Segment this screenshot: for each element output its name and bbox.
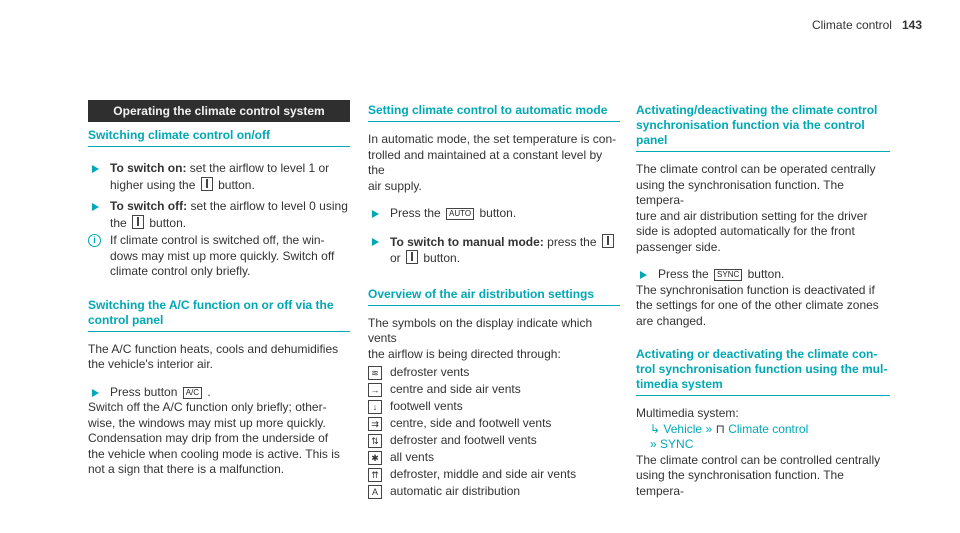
section-heading-auto: Setting climate control to automatic mode [368, 103, 620, 122]
list-item [368, 450, 620, 467]
step-text: the [110, 215, 127, 230]
list-item-label: all vents [390, 450, 435, 464]
sync-deactivation-note [636, 283, 890, 330]
step-text: or [390, 251, 401, 265]
step-text: set the airflow to level 0 using [190, 199, 348, 213]
defroster-icon: ≋ [368, 366, 382, 380]
list-item [368, 484, 620, 501]
footwell-icon: ↓ [368, 400, 382, 414]
list-item [368, 365, 620, 382]
list-item-label: defroster, middle and side air vents [390, 467, 577, 481]
step-text: button. [479, 206, 517, 220]
section-heading-ac [88, 298, 350, 332]
defroster-footwell-icon: ⇅ [368, 434, 382, 448]
step-manual-mode [368, 234, 620, 267]
step-text: . [207, 384, 211, 399]
step-text: Press button [110, 384, 178, 399]
sync-closing-paragraph [636, 453, 890, 500]
body-line: the vehicle's interior air. [88, 357, 214, 371]
chapter-banner: Operating the climate control system [88, 100, 350, 122]
step-text: set the airflow to level 1 or [189, 161, 330, 175]
auto-intro [368, 132, 620, 194]
info-icon: i [88, 234, 101, 247]
body-line: using the synchronisation function. The tempera- [636, 468, 844, 498]
double-chevron-icon: » [705, 421, 713, 436]
ac-button-icon: A/C [183, 387, 202, 399]
column-left [88, 100, 350, 478]
ac-intro [88, 342, 350, 373]
body-line: air supply. [368, 178, 422, 193]
body-line: trolled and maintained at a constant level by the [368, 147, 603, 177]
column-middle [368, 100, 620, 501]
step-arrow-icon [92, 389, 99, 397]
list-item [368, 433, 620, 450]
step-arrow-icon [372, 238, 379, 246]
body-line: the airflow is being directed through: [368, 346, 561, 361]
body-line: Switch off the A/C function only briefly; other- [88, 400, 327, 414]
note-line: If climate control is switched off, the win- [110, 233, 325, 247]
step-switch-on [88, 161, 350, 193]
heading-line: panel [636, 133, 668, 147]
step-text: Press the [390, 206, 441, 220]
multimedia-label: Multimedia system: [636, 406, 739, 420]
heading-line: Activating/deactivating the climate control [636, 103, 878, 117]
page-number: 143 [901, 18, 922, 32]
step-arrow-icon [640, 271, 647, 279]
step-text: button. [149, 215, 187, 230]
body-line: ture and air distribution setting for the driver [636, 208, 868, 223]
step-label: To switch on: [110, 161, 187, 175]
list-item-label: automatic air distribution [390, 484, 521, 498]
list-item [368, 382, 620, 399]
heading-line: timedia system [636, 377, 723, 391]
section-heading-overview: Overview of the air distribution settings [368, 287, 620, 306]
step-text: Press the [658, 267, 709, 281]
sync-intro [636, 162, 890, 255]
step-text: press the [547, 234, 597, 249]
menu-sync-link[interactable]: SYNC [660, 437, 694, 451]
body-line: Condensation may drip from the underside of [88, 431, 329, 445]
defroster-middle-icon: ⇈ [368, 468, 382, 482]
list-item-label: defroster vents [390, 365, 470, 379]
body-line: In automatic mode, the set temperature is con- [368, 132, 617, 146]
note-line: climate control only briefly. [110, 264, 251, 278]
list-item-label: centre and side air vents [390, 382, 521, 396]
body-line: not a sign that there is a malfunction. [88, 462, 285, 476]
auto-button-icon: AUTO [446, 208, 474, 220]
sync-button-icon: SYNC [714, 269, 742, 281]
step-text: higher using the [110, 177, 196, 192]
list-item-label: footwell vents [390, 399, 463, 413]
step-press-ac [88, 385, 350, 401]
fan-button-icon [132, 215, 144, 229]
menu-path [636, 422, 890, 438]
menu-climate-link[interactable]: Climate control [728, 421, 809, 436]
list-item-label: defroster and footwell vents [390, 433, 537, 447]
body-line: wise, the windows may mist up more quickly. [88, 415, 326, 430]
step-arrow-icon [372, 210, 379, 218]
step-label: To switch off: [110, 199, 188, 213]
info-note [88, 233, 350, 280]
heading-line: trol synchronisation function using the mul- [636, 362, 888, 376]
step-switch-off [88, 199, 350, 231]
centre-vents-icon: → [368, 383, 382, 397]
body-line: passenger side. [636, 239, 721, 254]
section-heading-sync [636, 103, 890, 152]
ac-paragraph [88, 400, 350, 478]
body-line: The climate control can be controlled centrally [636, 452, 881, 467]
step-text: button. [747, 267, 785, 281]
step-arrow-icon [92, 203, 99, 211]
heading-line: control panel [88, 312, 164, 327]
step-text: button. [423, 251, 461, 265]
menu-vehicle-link[interactable]: Vehicle [663, 421, 703, 436]
column-right [636, 100, 890, 499]
auto-distribution-icon: A [368, 485, 382, 499]
step-press-sync [636, 267, 890, 283]
double-chevron-icon: » [650, 437, 657, 451]
body-line: The climate control can be operated centrally [636, 162, 876, 176]
running-title: Climate control [811, 18, 892, 32]
body-line: The symbols on the display indicate which vents [368, 315, 593, 345]
all-vents-icon: ✱ [368, 451, 382, 465]
body-line: The A/C function heats, cools and dehumidifies [88, 341, 339, 356]
step-arrow-icon [92, 165, 99, 173]
body-line: The synchronisation function is deactivated if [636, 282, 875, 297]
section-heading-multimedia [636, 347, 890, 396]
climate-icon: ⊓ [715, 421, 725, 436]
heading-line: Switching the A/C function on or off via the [88, 297, 334, 312]
list-item [368, 416, 620, 433]
step-press-auto [368, 206, 620, 222]
body-line: the vehicle when cooling mode is active. This is [88, 446, 340, 461]
body-line: side is adopted automatically for the front [636, 224, 855, 238]
list-item [368, 399, 620, 416]
fan-button-icon [602, 234, 614, 248]
note-line: dows may mist up more quickly. Switch off [110, 248, 335, 263]
body-line: are changed. [636, 313, 707, 328]
air-distribution-button-icon [406, 250, 418, 264]
step-text: button. [218, 177, 255, 192]
body-line: using the synchronisation function. The tempera- [636, 177, 844, 207]
distribution-list [368, 365, 620, 501]
step-label: To switch to manual mode: [390, 234, 544, 249]
menu-path-sync [636, 437, 890, 453]
list-item [368, 467, 620, 484]
body-line: the settings for one of the other climate zones [636, 298, 879, 312]
overview-intro [368, 316, 620, 363]
heading-line: Activating or deactivating the climate con- [636, 347, 878, 361]
list-item-label: centre, side and footwell vents [390, 416, 552, 430]
section-heading-switching: Switching climate control on/off [88, 128, 350, 147]
heading-line: synchronisation function via the control [636, 118, 865, 132]
fan-button-icon [201, 177, 213, 191]
page-header [812, 18, 922, 34]
centre-footwell-icon: ⇉ [368, 417, 382, 431]
return-arrow-icon: ↳ [650, 421, 661, 436]
